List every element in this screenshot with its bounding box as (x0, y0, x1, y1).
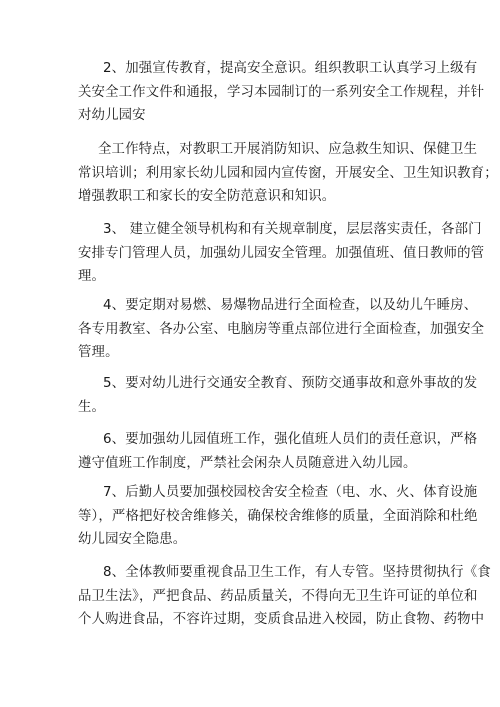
text-line: 全工作特点，对教职工开展消防知识、应急救生知识、保健卫生 (98, 142, 478, 157)
paragraph-8-food-hygiene (78, 561, 491, 632)
paragraph-7-logistics (78, 481, 478, 552)
text-line: 4、要定期对易燃、易爆物品进行全面检查，以及幼儿午睡房、 (103, 298, 478, 313)
text-line: 2、加强宣传教育，提高安全意识。组织教职工认真学习上级有 (103, 61, 478, 76)
text-line: 品卫生法》，严把食品、药品质量关，不得向无卫生许可证的单位和 (78, 588, 478, 604)
text-line: 生。 (78, 399, 106, 415)
paragraph-3-leadership (78, 218, 485, 289)
text-line: 7、后勤人员要加强校园校舍安全检查（电、水、火、体育设施 (103, 485, 478, 500)
text-line: 关安全工作文件和通报，学习本园制订的一系列安全工作规程，并针 (78, 84, 485, 100)
text-line: 5、要对幼儿进行交通安全教育、预防交通事故和意外事故的发 (103, 376, 478, 391)
text-line: 遵守值班工作制度，严禁社会闲杂人员随意进入幼儿园。 (78, 455, 417, 471)
text-line: 理。 (78, 269, 106, 284)
text-line: 对幼儿园安 (78, 108, 146, 123)
paragraph-2-publicity (78, 57, 485, 128)
text-line: 等），严格把好校舍维修关，确保校舍维修的质量，全面消除和杜绝 (78, 508, 478, 524)
text-line: 个人购进食品，不容许过期，变质食品进入校园，防止食物、药物中 (78, 612, 485, 627)
text-line: 8、全体教师要重视食品卫生工作，有人专管。坚持贯彻执行《食 (103, 565, 491, 580)
text-line: 幼儿园安全隐患。 (78, 532, 187, 547)
text-line: 安排专门管理人员，加强幼儿园安全管理。加强值班、值日教师的管 (78, 245, 485, 261)
text-line: 增强教职工和家长的安全防范意识和知识。 (78, 189, 336, 204)
paragraph-5-traffic-safety (78, 372, 478, 419)
paragraph-4-inspection (78, 294, 485, 365)
text-line: 3、 建立健全领导机构和有关规章制度，层层落实责任，各部门 (103, 222, 482, 237)
text-line: 6、要加强幼儿园值班工作，强化值班人员们的责任意识，严格 (103, 432, 478, 447)
paragraph-6-duty (78, 428, 478, 475)
paragraph-2-continued (78, 138, 498, 209)
text-line: 各专用教室、各办公室、电脑房等重点部位进行全面检查，加强安全 (78, 321, 485, 337)
text-line: 管理。 (78, 345, 119, 360)
text-line: 常识培训；利用家长幼儿园和园内宣传窗，开展安全、卫生知识教育； (78, 165, 498, 181)
